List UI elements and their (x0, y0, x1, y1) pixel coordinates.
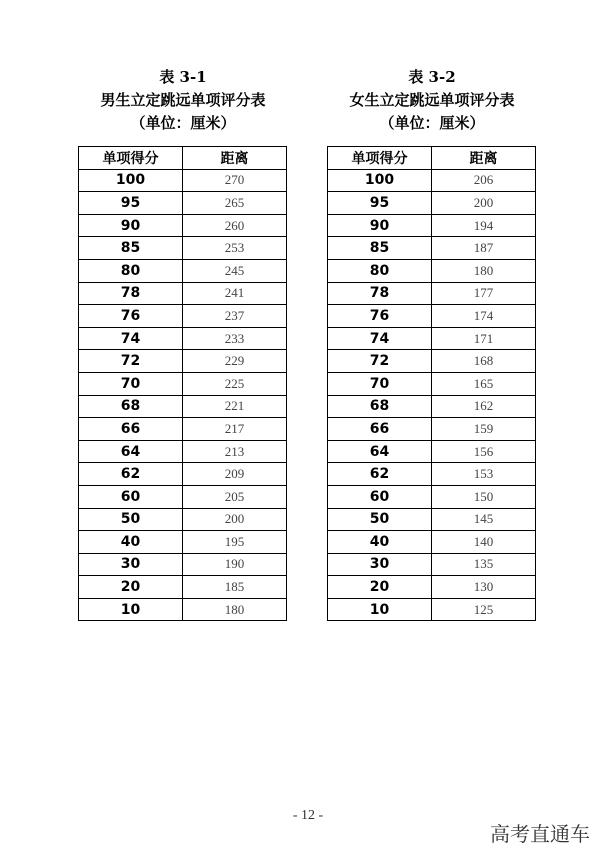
score-cell: 10 (328, 598, 432, 621)
distance-cell: 206 (432, 169, 536, 192)
distance-cell: 200 (432, 192, 536, 215)
distance-cell: 200 (183, 508, 287, 531)
score-cell: 80 (79, 259, 183, 282)
distance-cell: 171 (432, 327, 536, 350)
table-row (328, 169, 536, 192)
table-row (328, 192, 536, 215)
score-cell: 95 (79, 192, 183, 215)
male-score-table (78, 146, 287, 621)
score-cell: 74 (79, 327, 183, 350)
distance-cell: 221 (183, 395, 287, 418)
table-subtitle: 男生立定跳远单项评分表 (100, 91, 266, 109)
distance-cell: 187 (432, 237, 536, 260)
score-cell: 66 (79, 418, 183, 441)
table-row (79, 372, 287, 395)
distance-cell: 194 (432, 214, 536, 237)
table-row (79, 485, 287, 508)
table-row (79, 418, 287, 441)
score-cell: 78 (328, 282, 432, 305)
header-score: 单项得分 (328, 147, 432, 170)
score-cell: 40 (328, 531, 432, 554)
distance-cell: 253 (183, 237, 287, 260)
table-row (328, 305, 536, 328)
distance-cell: 159 (432, 418, 536, 441)
distance-cell: 145 (432, 508, 536, 531)
score-cell: 70 (79, 372, 183, 395)
distance-cell: 245 (183, 259, 287, 282)
table-header-row (79, 147, 287, 170)
score-cell: 76 (79, 305, 183, 328)
distance-cell: 217 (183, 418, 287, 441)
distance-cell: 209 (183, 463, 287, 486)
table-row (79, 192, 287, 215)
table-row (328, 259, 536, 282)
distance-cell: 185 (183, 576, 287, 599)
table-row (328, 463, 536, 486)
distance-cell: 195 (183, 531, 287, 554)
score-cell: 100 (328, 169, 432, 192)
distance-cell: 270 (183, 169, 287, 192)
distance-cell: 260 (183, 214, 287, 237)
score-cell: 40 (79, 531, 183, 554)
table-row (79, 282, 287, 305)
table-subtitle: 女生立定跳远单项评分表 (349, 91, 515, 109)
score-cell: 20 (328, 576, 432, 599)
header-distance: 距离 (432, 147, 536, 170)
score-cell: 10 (79, 598, 183, 621)
score-cell: 62 (79, 463, 183, 486)
distance-cell: 125 (432, 598, 536, 621)
distance-cell: 180 (432, 259, 536, 282)
table-row (79, 305, 287, 328)
table-row (328, 237, 536, 260)
table-row (328, 531, 536, 554)
table-title: 表 3-1 (159, 68, 207, 86)
table-row (328, 214, 536, 237)
header-score: 单项得分 (79, 147, 183, 170)
score-cell: 20 (79, 576, 183, 599)
table-row (79, 598, 287, 621)
score-cell: 70 (328, 372, 432, 395)
score-cell: 66 (328, 418, 432, 441)
score-cell: 85 (328, 237, 432, 260)
score-cell: 95 (328, 192, 432, 215)
distance-cell: 165 (432, 372, 536, 395)
female-table-body (328, 169, 536, 621)
score-cell: 78 (79, 282, 183, 305)
score-cell: 60 (328, 485, 432, 508)
table-row (79, 214, 287, 237)
table-unit: （单位：厘米） (130, 114, 236, 132)
distance-cell: 213 (183, 440, 287, 463)
table-row (328, 327, 536, 350)
male-table-body (79, 169, 287, 621)
table-header-row (328, 147, 536, 170)
score-cell: 74 (328, 327, 432, 350)
score-cell: 80 (328, 259, 432, 282)
distance-cell: 153 (432, 463, 536, 486)
score-cell: 30 (79, 553, 183, 576)
score-cell: 62 (328, 463, 432, 486)
distance-cell: 205 (183, 485, 287, 508)
distance-cell: 140 (432, 531, 536, 554)
table-row (79, 576, 287, 599)
score-cell: 68 (328, 395, 432, 418)
distance-cell: 162 (432, 395, 536, 418)
distance-cell: 156 (432, 440, 536, 463)
distance-cell: 241 (183, 282, 287, 305)
distance-cell: 237 (183, 305, 287, 328)
distance-cell: 174 (432, 305, 536, 328)
score-cell: 90 (79, 214, 183, 237)
table-row (328, 350, 536, 373)
table-row (328, 485, 536, 508)
header-distance: 距离 (183, 147, 287, 170)
distance-cell: 225 (183, 372, 287, 395)
score-cell: 30 (328, 553, 432, 576)
distance-cell: 130 (432, 576, 536, 599)
table-row (328, 576, 536, 599)
table-row (79, 440, 287, 463)
table-row (79, 350, 287, 373)
table-title: 表 3-2 (408, 68, 456, 86)
watermark-text: 高考直通车 (490, 822, 590, 846)
table-row (79, 531, 287, 554)
distance-cell: 168 (432, 350, 536, 373)
table-row (328, 372, 536, 395)
table-row (79, 237, 287, 260)
distance-cell: 150 (432, 485, 536, 508)
distance-cell: 190 (183, 553, 287, 576)
score-cell: 50 (328, 508, 432, 531)
score-cell: 50 (79, 508, 183, 531)
distance-cell: 135 (432, 553, 536, 576)
female-score-table (327, 146, 536, 621)
table-row (328, 598, 536, 621)
female-score-table-block (327, 66, 537, 621)
table-row (79, 169, 287, 192)
score-cell: 60 (79, 485, 183, 508)
score-cell: 100 (79, 169, 183, 192)
table-row (79, 327, 287, 350)
table-row (328, 418, 536, 441)
page-number: - 12 - (292, 808, 324, 823)
score-cell: 90 (328, 214, 432, 237)
score-cell: 68 (79, 395, 183, 418)
score-cell: 76 (328, 305, 432, 328)
table-row (328, 508, 536, 531)
score-cell: 64 (328, 440, 432, 463)
table-row (79, 463, 287, 486)
score-cell: 64 (79, 440, 183, 463)
table-row (79, 259, 287, 282)
score-cell: 72 (328, 350, 432, 373)
score-cell: 85 (79, 237, 183, 260)
score-cell: 72 (79, 350, 183, 373)
distance-cell: 177 (432, 282, 536, 305)
table-row (79, 395, 287, 418)
distance-cell: 233 (183, 327, 287, 350)
table-unit: （单位：厘米） (379, 114, 485, 132)
table-row (328, 553, 536, 576)
table-row (79, 553, 287, 576)
table-row (328, 440, 536, 463)
table-row (79, 508, 287, 531)
distance-cell: 180 (183, 598, 287, 621)
distance-cell: 265 (183, 192, 287, 215)
male-score-table-block (78, 66, 288, 621)
distance-cell: 229 (183, 350, 287, 373)
table-row (328, 282, 536, 305)
table-row (328, 395, 536, 418)
